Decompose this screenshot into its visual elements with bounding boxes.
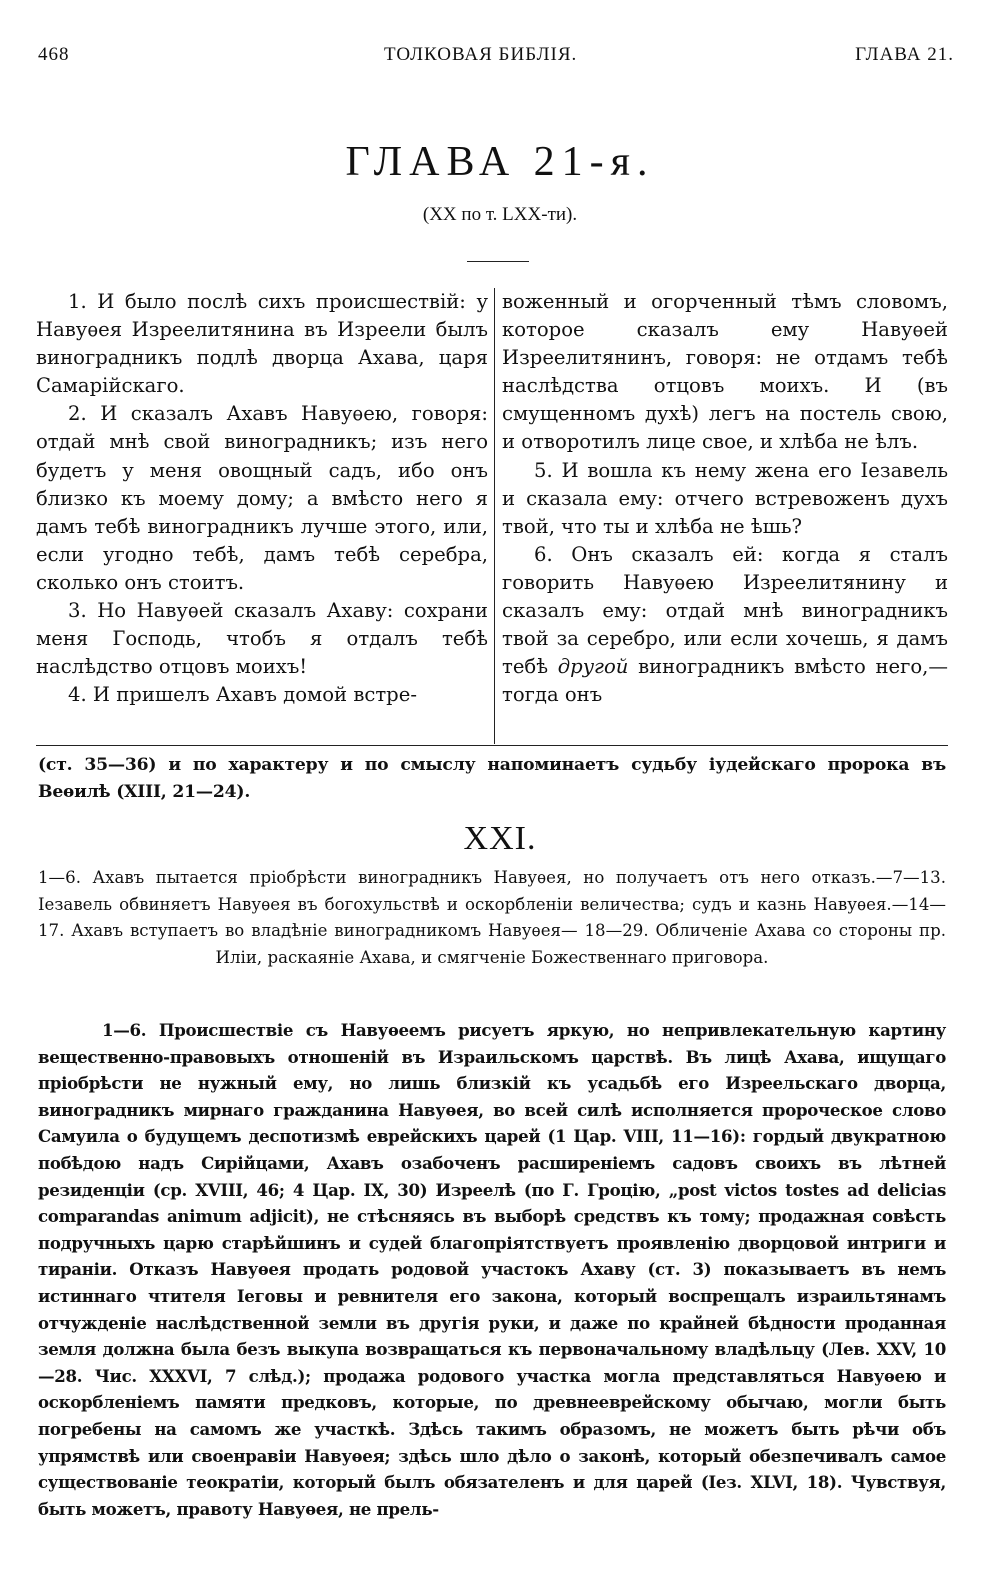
title-rule	[467, 261, 529, 262]
column-divider	[494, 288, 495, 744]
left-column	[36, 288, 488, 744]
chapter-subtitle: (XX по т. LXX-ти).	[422, 204, 578, 225]
section-number: XXI.	[463, 820, 537, 857]
page-number: 468	[38, 44, 70, 65]
chapter-label: ГЛАВА 21.	[855, 44, 954, 65]
commentary-paragraph	[38, 1017, 946, 1522]
verse-6-part1: 6. Онъ сказалъ ей: когда я сталъ говорить Навуѳею Изреелитянину и сказалъ ему: отдай мнѣ виноградникъ твой за серебро, или если хочешь, я дамъ тебѣ	[502, 542, 948, 679]
right-column	[502, 288, 948, 744]
running-head	[38, 44, 954, 74]
verse-6-part2: виноградникъ вмѣсто него,—тогда онъ	[502, 655, 948, 707]
commentary-lead: 1—6.	[102, 1020, 147, 1040]
section-summary: 1—6. Ахавъ пытается пріобрѣсти виноградникъ Навуѳея, но получаетъ отъ него отказъ.—7—13. Іезавель обвиняетъ Навуѳея въ богохульствѣ и оскорбленіи величества; судъ и казнь Навуѳея.—14—17. Ахавъ вступаетъ во владѣніе виноградникомъ Навуѳея— 18—29. Обличеніе Ахава со стороны пр. Иліи, раскаяніе Ахава, и смягченіе Божественнаго приговора.	[38, 868, 946, 967]
verse-4-continued: воженный и огорченный тѣмъ словомъ, которое сказалъ ему Навуѳей Изреелитянинъ, говоря: не отдамъ тебѣ наслѣдства отцовъ моихъ. И (въ смущенномъ духѣ) легъ на постель свою, и отворотилъ лице свое, и хлѣба не ѣлъ.	[502, 290, 948, 454]
verse-5: 5. И вошла къ нему жена его Іезавель и сказала ему: отчего встревоженъ духъ твой, что ты и хлѣба не ѣшь?	[502, 458, 948, 538]
footnote-continuation: (ст. 35—36) и по характеру и по смыслу напоминаетъ судьбу іудейскаго пророка въ Веѳилѣ (XIII, 21—24).	[38, 755, 946, 802]
commentary-text: Происшествіе съ Навуѳеемъ рисуетъ яркую, но непривлекательную картину вещественно-правовыхъ отношеній въ Израильскомъ царствѣ. Въ лицѣ Ахава, ищущаго пріобрѣсти не нужный ему, но лишь близкій къ усадьбѣ его Изреельскаго дворца, виноградникъ мирнаго гражданина Навуѳея, во всей силѣ исполняется пророческое слово Самуила о будущемъ деспотизмѣ еврейскихъ царей (1 Цар. VIII, 11—16): гордый двукратною побѣдою надъ Сирійцами, Ахавъ озабоченъ расширеніемъ садовъ своихъ въ лѣтней резиденціи (ср. XVIII, 46; 4 Цар. IX, 30) Изреелѣ (по Г. Гроцію, „post victos tostes ad delicias comparandas animum adjicit), не стѣсняясь въ выборѣ средствъ къ тому; продажная совѣсть подручныхъ царю старѣйшинъ и судей благопріятствуетъ проявленію дворцовой интриги и тираніи. Отказъ Навуѳея продать родовой участокъ Ахаву (ст. 3) показываетъ въ немъ истиннаго чтителя Іеговы и ревнителя его закона, который воспрещалъ израильтянамъ отчужденіе наслѣдственной земли въ другія руки, и даже по крайней бѣдности проданная земля должна была безъ выкупа возвращаться къ первоначальному владѣльцу (Лев. XXV, 10—28. Чис. XXXVI, 7 слѣд.); продажа родового участка могла представляться Навуѳею и оскорбленіемъ памяти предковъ, которые, по древнееврейскому обычаю, могли быть погребены на самомъ же участкѣ. Здѣсь такимъ образомъ, не можетъ быть рѣчи объ упрямствѣ или своенравіи Навуѳея; здѣсь шло дѣло о законѣ, который обезпечивалъ самое существованіе теократіи, который былъ обязателенъ и для царей (Іез. XLVI, 18). Чувствуя, быть можетъ, правоту Навуѳея, не прель-	[38, 1020, 946, 1519]
verse-2: 2. И сказалъ Ахавъ Навуѳею, говоря: отдай мнѣ свой виноградникъ; изъ него будетъ у меня овощный садъ, ибо онъ близко къ моему дому; а вмѣсто него я дамъ тебѣ виноградникъ лучше этого, или, если угодно тебѣ, дамъ тебѣ серебра, сколько онъ стоитъ.	[36, 402, 488, 594]
verse-6-italic: другой	[557, 655, 629, 679]
verse-3: 3. Но Навуѳей сказалъ Ахаву: сохрани меня Господь, чтобъ я отдалъ тебѣ наслѣдство отцовъ моихъ!	[36, 599, 488, 679]
columns-bottom-rule	[36, 745, 948, 746]
verse-4-start: 4. И пришелъ Ахавъ домой встре-	[68, 683, 417, 707]
scripture-columns	[36, 288, 948, 744]
verse-6	[502, 541, 948, 710]
book-title: ТОЛКОВАЯ БИБЛІЯ.	[384, 44, 578, 65]
chapter-title: ГЛАВА 21-я.	[345, 139, 655, 185]
verse-1: 1. И было послѣ сихъ происшествій: у Навуѳея Изреелитянина въ Изреели былъ виноградникъ подлѣ дворца Ахава, царя Самарійскаго.	[36, 290, 488, 398]
